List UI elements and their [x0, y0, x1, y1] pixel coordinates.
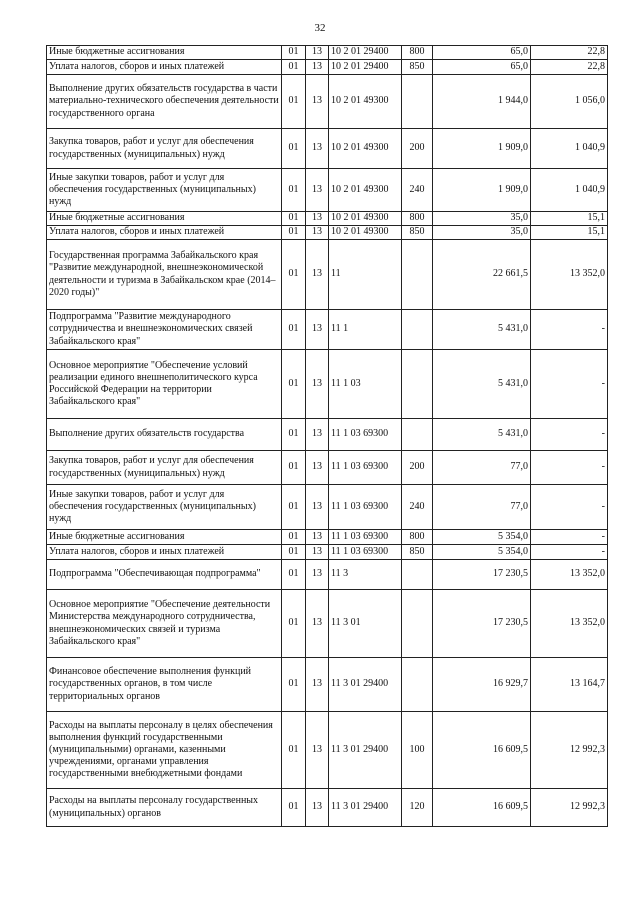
row-amount-1: 1 909,0: [433, 129, 531, 169]
table-row: [47, 129, 608, 169]
row-expense-type: [402, 560, 433, 590]
row-amount-1: 17 230,5: [433, 560, 531, 590]
row-subsection: 13: [306, 75, 329, 129]
row-subsection: 13: [306, 226, 329, 240]
row-section: 01: [282, 712, 306, 789]
row-section: 01: [282, 590, 306, 658]
row-code: 11 3 01 29400: [329, 789, 402, 827]
row-expense-type: 240: [402, 169, 433, 212]
row-amount-2: 1 056,0: [531, 75, 608, 129]
row-expense-type: 200: [402, 451, 433, 485]
table-row: [47, 789, 608, 827]
row-name: Выполнение других обязательств государства: [47, 419, 282, 451]
row-amount-1: 5 354,0: [433, 530, 531, 545]
row-expense-type: 800: [402, 212, 433, 226]
row-code: 11 1 03 69300: [329, 545, 402, 560]
row-subsection: 13: [306, 590, 329, 658]
row-code: 11 3: [329, 560, 402, 590]
table-row: [47, 590, 608, 658]
row-subsection: 13: [306, 310, 329, 350]
row-amount-2: 12 992,3: [531, 789, 608, 827]
row-name: Расходы на выплаты персоналу государственных (муниципальных) органов: [47, 789, 282, 827]
row-subsection: 13: [306, 545, 329, 560]
budget-table: [46, 45, 608, 827]
row-section: 01: [282, 226, 306, 240]
row-subsection: 13: [306, 789, 329, 827]
row-name: Выполнение других обязательств государства в части материально-технического обеспечения деятельности государственного органа: [47, 75, 282, 129]
table-row: [47, 46, 608, 60]
row-amount-1: 35,0: [433, 226, 531, 240]
table-row: [47, 658, 608, 712]
row-section: 01: [282, 419, 306, 451]
row-expense-type: 800: [402, 530, 433, 545]
row-code: 10 2 01 49300: [329, 212, 402, 226]
row-amount-1: 1 909,0: [433, 169, 531, 212]
row-amount-1: 65,0: [433, 46, 531, 60]
row-section: 01: [282, 485, 306, 530]
row-amount-2: 13 164,7: [531, 658, 608, 712]
row-expense-type: [402, 590, 433, 658]
row-name: Закупка товаров, работ и услуг для обеспечения государственных (муниципальных) нужд: [47, 129, 282, 169]
row-subsection: 13: [306, 485, 329, 530]
row-code: 11 3 01 29400: [329, 658, 402, 712]
row-section: 01: [282, 530, 306, 545]
table-row: [47, 419, 608, 451]
row-name: Расходы на выплаты персоналу в целях обеспечения выполнения функций государственными (муниципальными) органами, казенными учреждениями, органами управления государственными внебюджетными фондами: [47, 712, 282, 789]
row-name: Иные бюджетные ассигнования: [47, 46, 282, 60]
row-amount-2: 13 352,0: [531, 560, 608, 590]
row-code: 11: [329, 240, 402, 310]
row-section: 01: [282, 129, 306, 169]
row-section: 01: [282, 240, 306, 310]
row-expense-type: [402, 658, 433, 712]
row-expense-type: 800: [402, 46, 433, 60]
row-subsection: 13: [306, 46, 329, 60]
row-amount-2: 13 352,0: [531, 240, 608, 310]
row-code: 11 1 03: [329, 350, 402, 419]
table-row: [47, 212, 608, 226]
row-subsection: 13: [306, 350, 329, 419]
row-subsection: 13: [306, 60, 329, 75]
row-amount-1: 5 431,0: [433, 310, 531, 350]
table-body: [47, 46, 608, 827]
row-amount-2: 22,8: [531, 46, 608, 60]
row-code: 10 2 01 49300: [329, 169, 402, 212]
row-subsection: 13: [306, 419, 329, 451]
table-row: [47, 350, 608, 419]
row-amount-2: -: [531, 451, 608, 485]
row-name: Закупка товаров, работ и услуг для обеспечения государственных (муниципальных) нужд: [47, 451, 282, 485]
row-expense-type: [402, 240, 433, 310]
row-expense-type: [402, 310, 433, 350]
row-code: 11 3 01: [329, 590, 402, 658]
row-name: Уплата налогов, сборов и иных платежей: [47, 226, 282, 240]
row-amount-1: 5 354,0: [433, 545, 531, 560]
table-row: [47, 226, 608, 240]
row-amount-1: 65,0: [433, 60, 531, 75]
row-code: 10 2 01 49300: [329, 226, 402, 240]
row-amount-1: 16 929,7: [433, 658, 531, 712]
row-amount-2: -: [531, 545, 608, 560]
row-amount-1: 17 230,5: [433, 590, 531, 658]
table-row: [47, 560, 608, 590]
row-code: 10 2 01 49300: [329, 129, 402, 169]
row-section: 01: [282, 658, 306, 712]
row-amount-1: 77,0: [433, 485, 531, 530]
table-row: [47, 75, 608, 129]
table-row: [47, 530, 608, 545]
row-section: 01: [282, 46, 306, 60]
row-name: Финансовое обеспечение выполнения функций государственных органов, в том числе территориальных органов: [47, 658, 282, 712]
row-expense-type: [402, 75, 433, 129]
row-code: 10 2 01 29400: [329, 60, 402, 75]
row-amount-2: 13 352,0: [531, 590, 608, 658]
row-amount-1: 35,0: [433, 212, 531, 226]
row-section: 01: [282, 60, 306, 75]
row-section: 01: [282, 75, 306, 129]
row-subsection: 13: [306, 240, 329, 310]
row-section: 01: [282, 310, 306, 350]
row-subsection: 13: [306, 658, 329, 712]
row-section: 01: [282, 212, 306, 226]
row-subsection: 13: [306, 451, 329, 485]
row-name: Иные бюджетные ассигнования: [47, 530, 282, 545]
row-amount-2: 1 040,9: [531, 129, 608, 169]
row-expense-type: 240: [402, 485, 433, 530]
row-section: 01: [282, 789, 306, 827]
table-row: [47, 712, 608, 789]
row-amount-2: 1 040,9: [531, 169, 608, 212]
row-amount-2: 22,8: [531, 60, 608, 75]
row-name: Государственная программа Забайкальского края "Развитие международной, внешнеэкономической деятельности и туризма в Забайкальском крае (2014–2020 годы)": [47, 240, 282, 310]
row-amount-1: 22 661,5: [433, 240, 531, 310]
row-code: 11 1 03 69300: [329, 419, 402, 451]
row-expense-type: [402, 419, 433, 451]
row-expense-type: [402, 350, 433, 419]
row-amount-2: -: [531, 350, 608, 419]
row-code: 11 1: [329, 310, 402, 350]
row-section: 01: [282, 545, 306, 560]
table-row: [47, 169, 608, 212]
row-amount-2: -: [531, 530, 608, 545]
row-amount-2: -: [531, 419, 608, 451]
row-name: Основное мероприятие "Обеспечение условий реализации единого внешнеполитического курса Российской Федерации на территории Забайкальского края": [47, 350, 282, 419]
row-name: Уплата налогов, сборов и иных платежей: [47, 545, 282, 560]
row-amount-1: 77,0: [433, 451, 531, 485]
row-amount-1: 16 609,5: [433, 712, 531, 789]
row-code: 11 1 03 69300: [329, 485, 402, 530]
row-expense-type: 200: [402, 129, 433, 169]
table-row: [47, 60, 608, 75]
row-code: 10 2 01 29400: [329, 46, 402, 60]
row-expense-type: 850: [402, 226, 433, 240]
row-amount-2: 12 992,3: [531, 712, 608, 789]
row-subsection: 13: [306, 129, 329, 169]
row-amount-2: -: [531, 485, 608, 530]
row-amount-1: 5 431,0: [433, 419, 531, 451]
row-amount-1: 1 944,0: [433, 75, 531, 129]
row-code: 11 1 03 69300: [329, 530, 402, 545]
row-amount-2: 15,1: [531, 212, 608, 226]
row-subsection: 13: [306, 712, 329, 789]
row-name: Иные закупки товаров, работ и услуг для обеспечения государственных (муниципальных) нужд: [47, 485, 282, 530]
row-name: Уплата налогов, сборов и иных платежей: [47, 60, 282, 75]
page-number: 32: [314, 22, 326, 34]
row-section: 01: [282, 451, 306, 485]
row-expense-type: 100: [402, 712, 433, 789]
table-row: [47, 240, 608, 310]
row-subsection: 13: [306, 212, 329, 226]
row-name: Иные бюджетные ассигнования: [47, 212, 282, 226]
row-amount-2: 15,1: [531, 226, 608, 240]
table-row: [47, 451, 608, 485]
row-expense-type: 850: [402, 60, 433, 75]
row-name: Иные закупки товаров, работ и услуг для обеспечения государственных (муниципальных) нужд: [47, 169, 282, 212]
row-section: 01: [282, 169, 306, 212]
row-subsection: 13: [306, 530, 329, 545]
row-section: 01: [282, 350, 306, 419]
row-expense-type: 120: [402, 789, 433, 827]
row-name: Подпрограмма "Обеспечивающая подпрограмма": [47, 560, 282, 590]
row-amount-1: 16 609,5: [433, 789, 531, 827]
row-subsection: 13: [306, 560, 329, 590]
row-expense-type: 850: [402, 545, 433, 560]
row-amount-2: -: [531, 310, 608, 350]
row-name: Основное мероприятие "Обеспечение деятельности Министерства международного сотрудничества, внешнеэкономических связей и туризма Забайкальского края": [47, 590, 282, 658]
row-subsection: 13: [306, 169, 329, 212]
table-row: [47, 485, 608, 530]
row-code: 11 1 03 69300: [329, 451, 402, 485]
row-amount-1: 5 431,0: [433, 350, 531, 419]
table-row: [47, 545, 608, 560]
row-code: 11 3 01 29400: [329, 712, 402, 789]
row-section: 01: [282, 560, 306, 590]
row-name: Подпрограмма "Развитие международного сотрудничества и внешнеэкономических связей Забайкальского края": [47, 310, 282, 350]
table-row: [47, 310, 608, 350]
row-code: 10 2 01 49300: [329, 75, 402, 129]
